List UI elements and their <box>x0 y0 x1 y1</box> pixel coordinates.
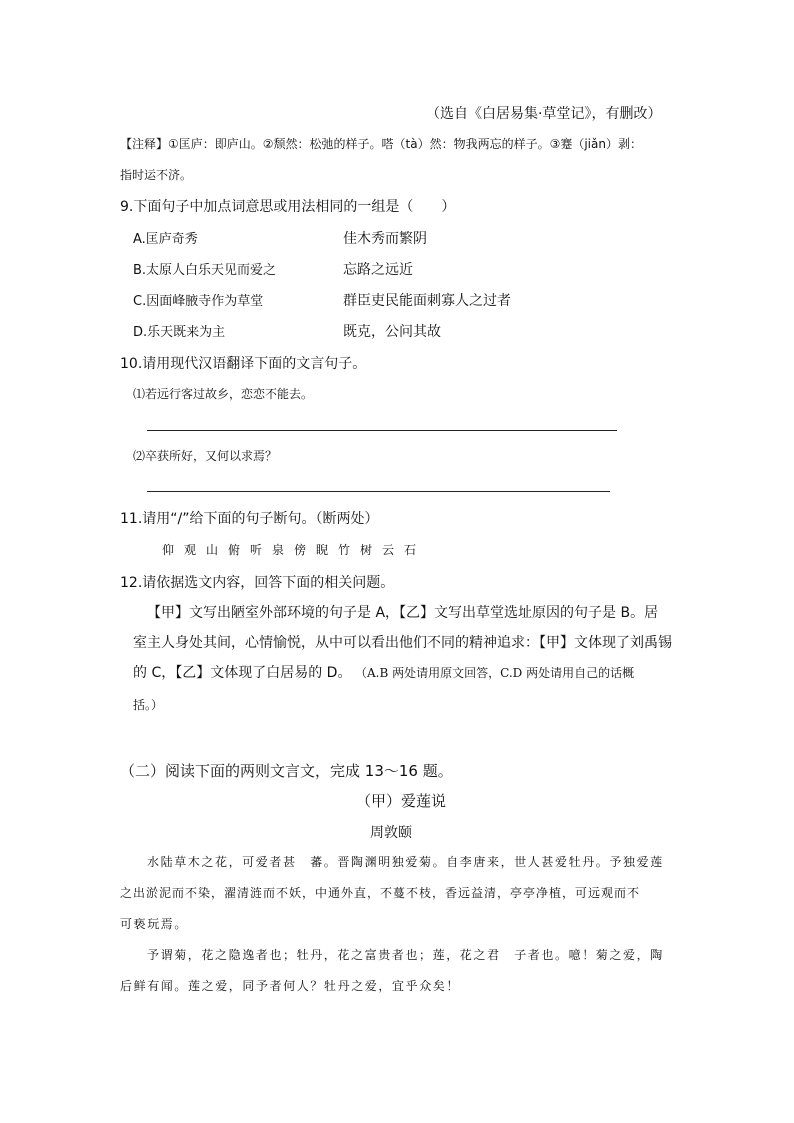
q12-line-3b: （A.B 两处请用原文回答，C.D 两处请用自己的话概 <box>355 666 635 680</box>
q9-stem: 9.下面句子中加点词意思或用法相同的一组是（ ） <box>120 199 456 215</box>
q12-line-3a: 的 C，【乙】文体现了白居易的 D。 <box>133 665 352 681</box>
answer-line-2[interactable] <box>147 491 610 492</box>
passage-author: 周敦颐 <box>370 825 412 841</box>
section-heading: （二）阅读下面的两则文言文，完成 13～16 题。 <box>120 762 453 780</box>
passage-p1-line-2: 之出淤泥而不染，濯清涟而不妖，中通外直，不蔓不枝，香远益清，亭亭净植，可远观而不 <box>120 886 641 900</box>
q9-option-c-right: 群臣吏民能面刺寡人之过者 <box>343 293 511 309</box>
q9-option-c-left: C.因面峰腋寺作为草堂 <box>133 294 264 309</box>
q12-line-2: 室主人身处其间，心情愉悦，从中可以看出他们不同的精神追求：【甲】文体现了刘禹锡 <box>133 635 672 651</box>
q10-sub-2: ⑵卒获所好，又何以求焉？ <box>133 449 278 463</box>
q12-line-1: 【甲】文写出陋室外部环境的句子是 A，【乙】文写出草堂选址原因的句子是 B。居 <box>147 605 659 621</box>
passage-p2-line-1: 予谓菊，花之隐逸者也；牡丹，花之富贵者也；莲，花之君 子者也。噫！菊之爱，陶 <box>147 948 664 962</box>
q9-option-a-left: A.匡庐奇秀 <box>133 232 198 247</box>
passage-p1-line-3: 可亵玩焉。 <box>120 917 189 931</box>
notes-line-2: 指时运不济。 <box>120 168 193 182</box>
q9-option-b-right: 忘路之远近 <box>343 262 413 278</box>
q12-line-4: 括。） <box>133 698 164 712</box>
q9-option-a-right: 佳木秀而繁阴 <box>343 231 427 247</box>
q9-option-d-right: 既克，公问其故 <box>343 324 441 340</box>
q10-sub-1: ⑴若远行客过故乡，恋恋不能去。 <box>133 387 314 401</box>
notes-line-1: 【注释】①匡庐：即庐山。②颓然：松弛的样子。嗒（tà）然：物我两忘的样子。③蹇（jiǎn）剥： <box>120 137 642 151</box>
answer-line-1[interactable] <box>147 430 617 431</box>
q9-option-d-left: D.乐天既来为主 <box>133 325 226 340</box>
q9-option-b-left: B.太原人白乐天见而爱之 <box>133 263 277 278</box>
passage-p2-line-2: 后鲜有闻。莲之爱，同予者何人？牡丹之爱，宜乎众矣！ <box>120 979 461 993</box>
q11-stem: 11.请用“/”给下面的句子断句。（断两处） <box>120 511 379 527</box>
passage-p1-line-1: 水陆草木之花，可爱者甚 蕃。晋陶渊明独爱菊。自李唐来，世人甚爱牡丹。予独爱莲 <box>147 855 664 869</box>
q12-stem: 12.请依据选文内容，回答下面的相关问题。 <box>120 575 395 591</box>
passage-title: （甲）爱莲说 <box>356 792 447 810</box>
q11-sentence: 仰观山俯听泉傍睨竹树云石 <box>162 543 427 557</box>
source-citation: （选自《白居易集·草堂记》，有删改） <box>426 106 662 122</box>
q10-stem: 10.请用现代汉语翻译下面的文言句子。 <box>120 356 367 372</box>
